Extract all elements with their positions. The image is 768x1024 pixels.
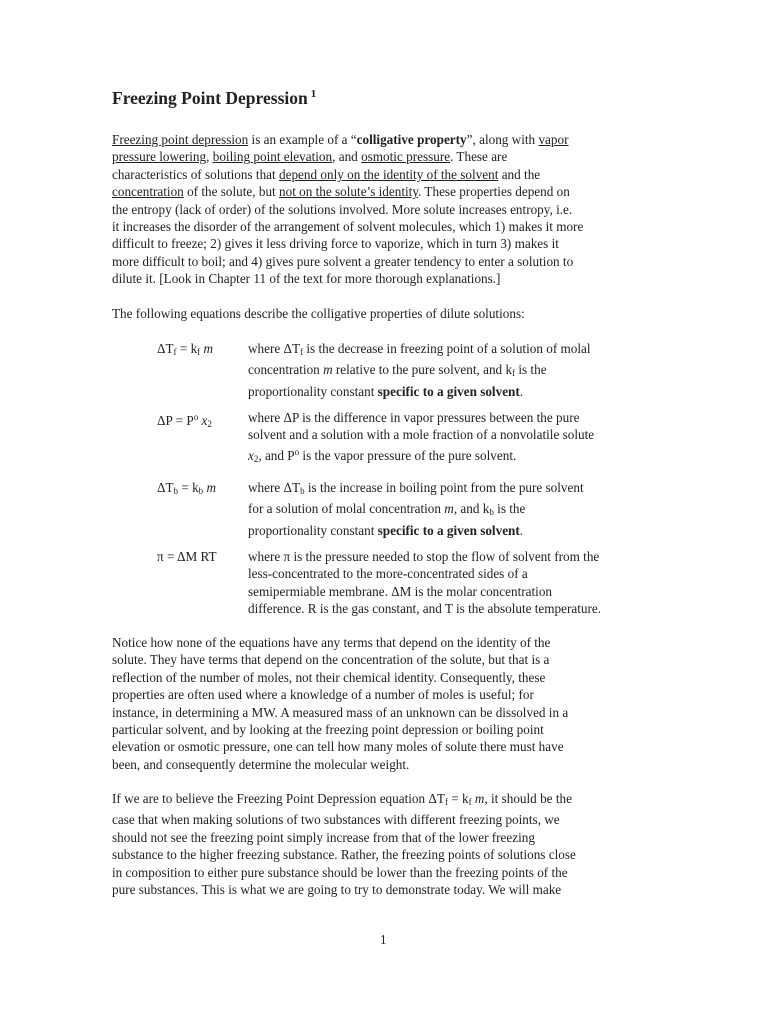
notice-line: been, and consequently determine the molecular weight. bbox=[112, 756, 410, 772]
page-number: 1 bbox=[380, 932, 387, 947]
equation-formula bbox=[157, 340, 213, 361]
believe-line: case that when making solutions of two substances with different freezing points, we bbox=[112, 812, 560, 828]
emphasis: specific to a given solvent bbox=[377, 383, 520, 399]
term-vapor: vapor bbox=[538, 132, 569, 147]
notice-line: reflection of the number of moles, not their chemical identity. Consequently, these bbox=[112, 669, 546, 685]
text-run: , bbox=[206, 149, 213, 165]
text-run: . These are bbox=[450, 149, 508, 165]
superscript: o bbox=[294, 446, 300, 457]
desc-line bbox=[248, 361, 591, 382]
subscript: b bbox=[489, 507, 494, 518]
equation-formula bbox=[157, 479, 216, 500]
text-run: is the increase in boiling point from the pure solvent bbox=[304, 480, 584, 495]
notice-line: particular solvent, and by looking at the freezing point depression or boiling point bbox=[112, 722, 544, 738]
intro-line-7: difficult to freeze; 2) gives it less driving force to vaporize, which in turn 3) makes it bbox=[112, 236, 559, 252]
text-run: where ΔT bbox=[248, 480, 301, 495]
term-colligative-property: colligative property bbox=[356, 132, 467, 147]
subscript: b bbox=[173, 486, 179, 496]
equation-description bbox=[248, 340, 591, 400]
text-run: is an example of a “ bbox=[248, 132, 357, 147]
text-run: , and P bbox=[258, 447, 295, 463]
believe-line bbox=[112, 790, 576, 811]
text-run: = k bbox=[447, 791, 469, 806]
term-concentration: concentration bbox=[112, 184, 184, 200]
notice-line: Notice how none of the equations have any terms that depend on the identity of the bbox=[112, 635, 551, 650]
superscript: o bbox=[193, 412, 199, 422]
subscript: f bbox=[444, 797, 448, 807]
subscript: b bbox=[198, 486, 204, 496]
equation-vapor-pressure bbox=[157, 409, 657, 469]
variable: m bbox=[206, 480, 216, 495]
term-osmotic-pressure: osmotic pressure bbox=[361, 149, 451, 165]
text-run: , and bbox=[332, 149, 362, 165]
text-run: is the decrease in freezing point of a solution of molal bbox=[303, 341, 591, 356]
subscript: 2 bbox=[253, 453, 259, 464]
equation-boiling-point bbox=[157, 479, 657, 539]
term-identity-of-solvent: depend only on the identity of the solvent bbox=[279, 166, 499, 182]
variable: m bbox=[323, 362, 333, 378]
variable: m bbox=[474, 791, 485, 806]
desc-line: where π is the pressure needed to stop the flow of solvent from the bbox=[248, 549, 600, 564]
notice-line: properties are often used where a knowledge of a number of moles is useful; for bbox=[112, 687, 534, 703]
notice-line: solute. They have terms that depend on the concentration of the solute, but that is a bbox=[112, 652, 550, 668]
intro-line-8: more difficult to boil; and 4) gives pure solvent a greater tendency to enter a solution to bbox=[112, 253, 574, 269]
intro-line-9: dilute it. [Look in Chapter 11 of the text for more thorough explanations.] bbox=[112, 271, 501, 287]
text-run: and the bbox=[498, 166, 541, 182]
page-title bbox=[112, 88, 316, 109]
term-not-solute-identity: not on the solute’s identity bbox=[279, 184, 419, 200]
intro-line-1 bbox=[112, 131, 583, 148]
text-run: ΔP = P bbox=[157, 413, 194, 428]
text-run: , it should be the bbox=[484, 791, 572, 806]
desc-line: where ΔP is the difference in vapor pressures between the pure bbox=[248, 410, 580, 425]
believe-line: substance to the higher freezing substance. Rather, the freezing points of solutions close bbox=[112, 847, 576, 863]
subscript: f bbox=[468, 797, 472, 807]
desc-line bbox=[248, 522, 584, 539]
subscript: 2 bbox=[207, 419, 212, 429]
text-run: concentration bbox=[248, 362, 324, 378]
intro-line-6: it increases the disorder of the arrangement of solvent molecules, which 1) makes it more bbox=[112, 219, 584, 235]
notice-paragraph bbox=[112, 634, 568, 773]
believe-line: in composition to either pure substance should be lower than the freezing points of the bbox=[112, 864, 568, 880]
desc-line bbox=[248, 500, 584, 521]
text-run: characteristics of solutions that bbox=[112, 166, 279, 182]
equation-formula: π = ΔM RT bbox=[157, 549, 217, 564]
text-run: . bbox=[519, 383, 524, 399]
subscript: f bbox=[197, 347, 201, 357]
title-text: Freezing Point Depression bbox=[112, 88, 308, 108]
desc-line bbox=[248, 383, 591, 400]
desc-line: difference. R is the gas constant, and T is the absolute temperature. bbox=[248, 601, 602, 617]
subscript: f bbox=[173, 347, 177, 357]
text-run: = k bbox=[176, 341, 198, 356]
believe-line: should not see the freezing point simply increase from that of the lower freezing bbox=[112, 829, 535, 845]
believe-paragraph bbox=[112, 790, 576, 898]
emphasis: specific to a given solvent bbox=[377, 522, 520, 538]
equation-description bbox=[248, 548, 601, 618]
text-run: If we are to believe the Freezing Point Depression equation ΔT bbox=[112, 791, 445, 806]
term-boiling-point-elevation: boiling point elevation bbox=[212, 149, 333, 165]
text-run: where ΔT bbox=[248, 341, 301, 356]
text-run: is the bbox=[515, 362, 547, 378]
text-run: of the solute, but bbox=[183, 184, 279, 200]
text-run: is the bbox=[493, 501, 526, 517]
equations-intro: The following equations describe the colligative properties of dilute solutions: bbox=[112, 306, 525, 321]
text-run: is the vapor pressure of the pure solvent. bbox=[299, 447, 517, 463]
desc-line bbox=[248, 479, 584, 500]
equation-osmotic-pressure bbox=[157, 548, 657, 624]
text-run: . These properties depend on bbox=[418, 184, 570, 200]
title-footnote-marker: 1 bbox=[310, 88, 317, 100]
equation-freezing-point bbox=[157, 340, 657, 400]
text-run: = k bbox=[178, 480, 199, 495]
desc-line bbox=[248, 444, 594, 468]
intro-line-4 bbox=[112, 183, 583, 200]
desc-line bbox=[248, 340, 591, 361]
intro-line-2 bbox=[112, 148, 583, 165]
notice-line: instance, in determining a MW. A measured mass of an unknown can be dissolved in a bbox=[112, 704, 569, 720]
text-run: relative to the pure solvent, and k bbox=[332, 362, 513, 378]
variable: x bbox=[248, 447, 254, 463]
text-run: ”, along with bbox=[466, 132, 539, 147]
intro-line-3 bbox=[112, 166, 583, 183]
equation-formula bbox=[157, 409, 212, 433]
variable: m bbox=[203, 341, 213, 356]
text-run: proportionality constant bbox=[248, 383, 378, 399]
text-run: , and k bbox=[453, 501, 490, 517]
intro-line-5: the entropy (lack of order) of the solutions involved. More solute increases entropy, i.e. bbox=[112, 201, 573, 217]
text-run: . bbox=[519, 522, 524, 538]
believe-line: pure substances. This is what we are going to try to demonstrate today. We will make bbox=[112, 882, 562, 898]
desc-line: semipermiable membrane. ΔM is the molar concentration bbox=[248, 583, 553, 599]
desc-line: less-concentrated to the more-concentrated sides of a bbox=[248, 566, 528, 582]
term-pressure-lowering: pressure lowering bbox=[112, 149, 207, 165]
desc-line: solvent and a solution with a mole fraction of a nonvolatile solute bbox=[248, 427, 595, 443]
equation-description bbox=[248, 479, 584, 539]
equation-description bbox=[248, 409, 594, 468]
text-run: ΔT bbox=[157, 341, 174, 356]
text-run: ΔT bbox=[157, 480, 174, 495]
variable: x bbox=[201, 413, 208, 428]
term-freezing-point-depression: Freezing point depression bbox=[112, 132, 249, 147]
intro-paragraph bbox=[112, 131, 583, 288]
text-run: proportionality constant bbox=[248, 522, 378, 538]
notice-line: elevation or osmotic pressure, one can tell how many moles of solute there must have bbox=[112, 739, 564, 755]
subscript: f bbox=[512, 368, 516, 379]
subscript: f bbox=[300, 347, 304, 357]
subscript: b bbox=[300, 486, 305, 496]
variable: m bbox=[444, 501, 454, 517]
text-run: for a solution of molal concentration bbox=[248, 501, 445, 517]
